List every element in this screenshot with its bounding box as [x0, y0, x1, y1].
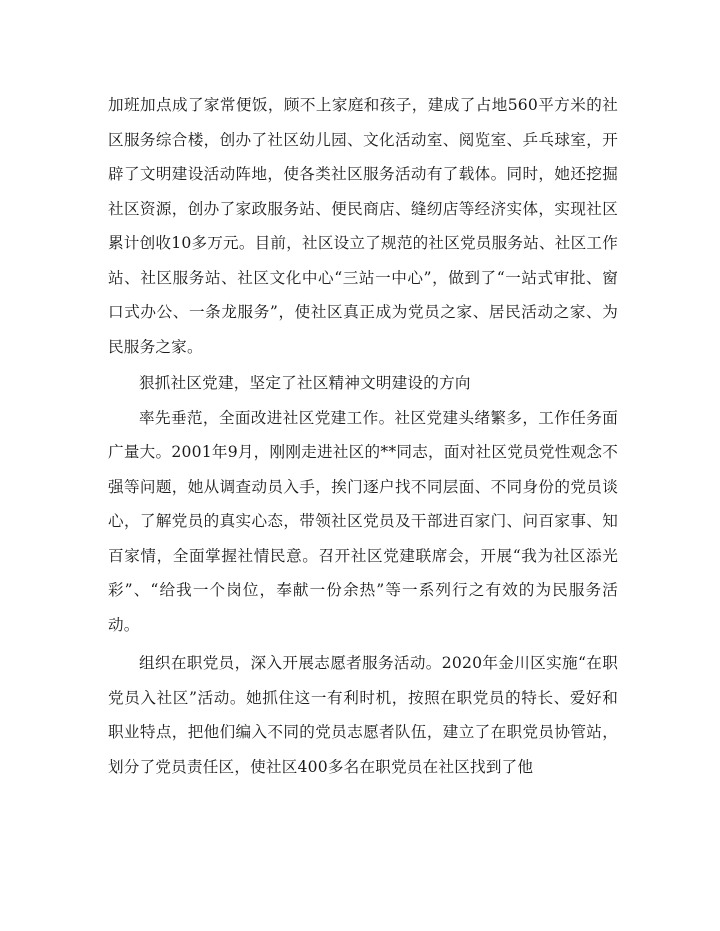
- section-heading-party-building: 狠抓社区党建，坚定了社区精神文明建设的方向: [139, 374, 471, 392]
- paragraph-party-building-work: 率先垂范，全面改进社区党建工作。社区党建头绪繁多，工作任务面广量大。2001年9月，刚刚走进社区的**同志，面对社区党员党性观念不强等问题，她从调查动员入手，挨门逐户找不同层面、不同身份的党员谈心，了解党员的真实心态，带领社区党员及干部进百家门、问百家事、知百家情，全面掌握社情民意。召开社区党建联席会，开展“我为社区添光彩”、“给我一个岗位，奉献一份余热”等一系列行之有效的为民服务活动。: [108, 408, 618, 634]
- document-body: [108, 88, 618, 784]
- paragraph-volunteer-service: 组织在职党员，深入开展志愿者服务活动。2020年金川区实施“在职党员入社区”活动。她抓住这一有利时机，按照在职党员的特长、爱好和职业特点，把他们编入不同的党员志愿者队伍，建立了在职党员协管站，划分了党员责任区，使社区400多名在职党员在社区找到了他: [108, 654, 618, 776]
- paragraph-community-facilities: 加班加点成了家常便饭，顾不上家庭和孩子，建成了占地560平方米的社区服务综合楼，创办了社区幼儿园、文化活动室、阅览室、乒乓球室，开辟了文明建设活动阵地，使各类社区服务活动有了载体。同时，她还挖掘社区资源，创办了家政服务站、便民商店、缝纫店等经济实体，实现社区累计创收10多万元。目前，社区设立了规范的社区党员服务站、社区工作站、社区服务站、社区文化中心“三站一中心”，做到了“一站式审批、窗口式办公、一条龙服务”，使社区真正成为党员之家、居民活动之家、为民服务之家。: [108, 96, 618, 356]
